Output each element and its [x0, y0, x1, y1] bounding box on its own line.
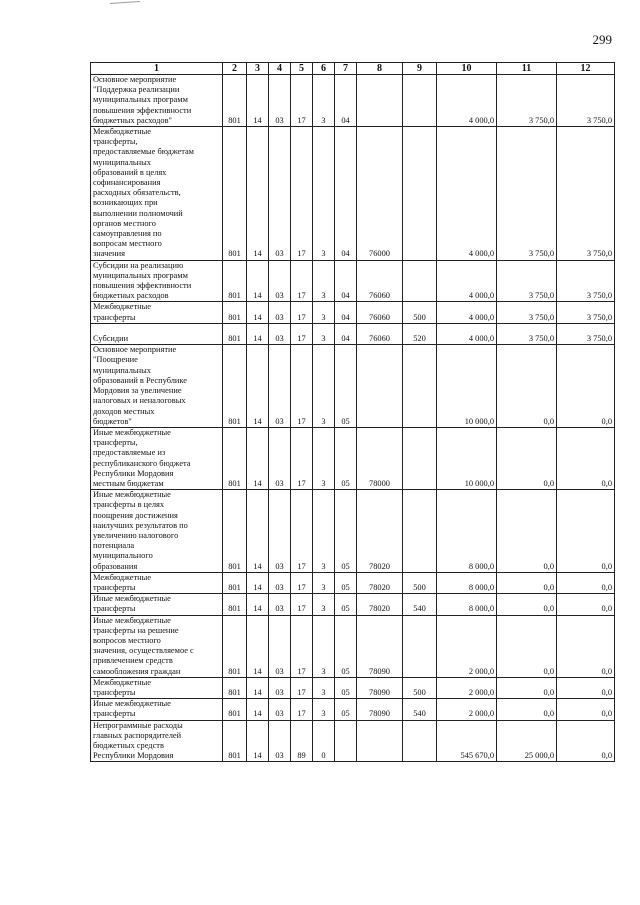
cell-c5: 17: [291, 490, 313, 573]
cell-c9: [403, 260, 437, 302]
cell-c10: 8 000,0: [437, 490, 497, 573]
cell-c5: 17: [291, 594, 313, 615]
cell-c8: 78020: [357, 594, 403, 615]
cell-c8: 76060: [357, 260, 403, 302]
cell-c3: 14: [247, 302, 269, 323]
cell-c4: 03: [269, 720, 291, 762]
cell-c8: 78090: [357, 699, 403, 720]
cell-c11: 0,0: [497, 490, 557, 573]
cell-c5: 17: [291, 427, 313, 489]
cell-c7: 04: [335, 323, 357, 344]
cell-c2: 801: [223, 720, 247, 762]
cell-c12: 0,0: [557, 427, 615, 489]
table-row: [91, 720, 615, 762]
cell-c5: 17: [291, 572, 313, 593]
cell-c7: 04: [335, 260, 357, 302]
cell-c4: 03: [269, 127, 291, 261]
column-header: 11: [497, 63, 557, 75]
cell-c8: [357, 345, 403, 428]
row-description: Иные межбюджетные трансферты в целях поощрения достижения наилучших результатов по увеличению налогового потенциала муниципального образования: [91, 490, 223, 573]
cell-c12: 0,0: [557, 572, 615, 593]
cell-c6: 3: [313, 75, 335, 127]
cell-c12: 0,0: [557, 594, 615, 615]
cell-c3: 14: [247, 323, 269, 344]
column-header: 4: [269, 63, 291, 75]
cell-c3: 14: [247, 615, 269, 677]
cell-c10: 10 000,0: [437, 427, 497, 489]
cell-c2: 801: [223, 594, 247, 615]
cell-c9: 540: [403, 594, 437, 615]
cell-c9: 500: [403, 677, 437, 698]
column-header: 8: [357, 63, 403, 75]
cell-c11: 3 750,0: [497, 302, 557, 323]
table-row: [91, 572, 615, 593]
cell-c4: 03: [269, 302, 291, 323]
cell-c2: 801: [223, 677, 247, 698]
table-row: [91, 75, 615, 127]
table-row: [91, 345, 615, 428]
table-row: [91, 677, 615, 698]
cell-c3: 14: [247, 594, 269, 615]
cell-c2: 801: [223, 615, 247, 677]
cell-c5: 17: [291, 302, 313, 323]
cell-c2: 801: [223, 345, 247, 428]
cell-c11: 3 750,0: [497, 127, 557, 261]
cell-c6: 3: [313, 302, 335, 323]
cell-c3: 14: [247, 260, 269, 302]
cell-c2: 801: [223, 302, 247, 323]
cell-c9: 540: [403, 699, 437, 720]
cell-c3: 14: [247, 75, 269, 127]
cell-c4: 03: [269, 323, 291, 344]
cell-c12: 3 750,0: [557, 323, 615, 344]
row-description: Иные межбюджетные трансферты на решение вопросов местного значения, осуществляемое с привлечением средств самообложения граждан: [91, 615, 223, 677]
cell-c12: 0,0: [557, 677, 615, 698]
column-header: 12: [557, 63, 615, 75]
cell-c8: 78090: [357, 677, 403, 698]
cell-c2: 801: [223, 127, 247, 261]
cell-c7: 05: [335, 345, 357, 428]
cell-c2: 801: [223, 75, 247, 127]
column-header: 6: [313, 63, 335, 75]
cell-c9: [403, 427, 437, 489]
cell-c11: 0,0: [497, 615, 557, 677]
table-row: [91, 615, 615, 677]
cell-c5: 17: [291, 260, 313, 302]
row-description: Межбюджетные трансферты: [91, 572, 223, 593]
cell-c5: 17: [291, 75, 313, 127]
cell-c4: 03: [269, 594, 291, 615]
cell-c9: 520: [403, 323, 437, 344]
cell-c2: 801: [223, 260, 247, 302]
table-row: [91, 699, 615, 720]
cell-c4: 03: [269, 427, 291, 489]
cell-c12: 3 750,0: [557, 302, 615, 323]
table-row: [91, 260, 615, 302]
budget-table: [90, 62, 615, 762]
cell-c8: 76000: [357, 127, 403, 261]
cell-c7: 05: [335, 615, 357, 677]
cell-c3: 14: [247, 572, 269, 593]
cell-c10: 2 000,0: [437, 699, 497, 720]
cell-c12: 0,0: [557, 615, 615, 677]
cell-c6: 0: [313, 720, 335, 762]
cell-c4: 03: [269, 572, 291, 593]
cell-c7: 05: [335, 699, 357, 720]
cell-c10: 2 000,0: [437, 677, 497, 698]
cell-c5: 17: [291, 345, 313, 428]
cell-c7: 05: [335, 677, 357, 698]
cell-c9: [403, 720, 437, 762]
row-description: Основное мероприятие "Поддержка реализации муниципальных программ повышения эффективности бюджетных расходов": [91, 75, 223, 127]
cell-c10: 8 000,0: [437, 594, 497, 615]
cell-c5: 17: [291, 699, 313, 720]
cell-c8: 76060: [357, 323, 403, 344]
table-row: [91, 127, 615, 261]
cell-c8: 78020: [357, 490, 403, 573]
cell-c6: 3: [313, 427, 335, 489]
cell-c4: 03: [269, 345, 291, 428]
cell-c12: 3 750,0: [557, 127, 615, 261]
row-description: Субсидии на реализацию муниципальных программ повышения эффективности бюджетных расходов: [91, 260, 223, 302]
cell-c7: [335, 720, 357, 762]
cell-c9: [403, 490, 437, 573]
cell-c11: 3 750,0: [497, 260, 557, 302]
cell-c4: 03: [269, 677, 291, 698]
cell-c2: 801: [223, 427, 247, 489]
cell-c6: 3: [313, 699, 335, 720]
cell-c9: [403, 345, 437, 428]
cell-c5: 17: [291, 127, 313, 261]
cell-c10: 10 000,0: [437, 345, 497, 428]
cell-c6: 3: [313, 572, 335, 593]
cell-c11: 3 750,0: [497, 75, 557, 127]
cell-c4: 03: [269, 699, 291, 720]
cell-c11: 0,0: [497, 699, 557, 720]
cell-c9: [403, 127, 437, 261]
table-header-row: [91, 63, 615, 75]
cell-c6: 3: [313, 345, 335, 428]
cell-c10: 8 000,0: [437, 572, 497, 593]
cell-c7: 04: [335, 75, 357, 127]
column-header: 7: [335, 63, 357, 75]
cell-c8: [357, 75, 403, 127]
row-description: Субсидии: [91, 323, 223, 344]
cell-c10: 4 000,0: [437, 75, 497, 127]
cell-c8: [357, 720, 403, 762]
cell-c2: 801: [223, 323, 247, 344]
column-header: 10: [437, 63, 497, 75]
cell-c6: 3: [313, 615, 335, 677]
cell-c8: 78090: [357, 615, 403, 677]
column-header: 1: [91, 63, 223, 75]
cell-c6: 3: [313, 260, 335, 302]
table-row: [91, 323, 615, 344]
cell-c3: 14: [247, 427, 269, 489]
cell-c4: 03: [269, 260, 291, 302]
cell-c5: 17: [291, 615, 313, 677]
cell-c11: 0,0: [497, 427, 557, 489]
cell-c7: 04: [335, 127, 357, 261]
table-row: [91, 490, 615, 573]
cell-c6: 3: [313, 490, 335, 573]
cell-c3: 14: [247, 345, 269, 428]
row-description: Межбюджетные трансферты: [91, 302, 223, 323]
cell-c12: 0,0: [557, 720, 615, 762]
row-description: Иные межбюджетные трансферты: [91, 699, 223, 720]
cell-c4: 03: [269, 490, 291, 573]
cell-c6: 3: [313, 323, 335, 344]
cell-c5: 89: [291, 720, 313, 762]
cell-c11: 0,0: [497, 345, 557, 428]
scan-mark: [110, 1, 140, 6]
cell-c12: 0,0: [557, 699, 615, 720]
cell-c2: 801: [223, 572, 247, 593]
cell-c10: 4 000,0: [437, 302, 497, 323]
cell-c7: 04: [335, 302, 357, 323]
row-description: Основное мероприятие "Поощрение муниципальных образований в Республике Мордовия за увеличение налоговых и неналоговых доходов местных бюджетов": [91, 345, 223, 428]
table-row: [91, 427, 615, 489]
cell-c12: 3 750,0: [557, 260, 615, 302]
cell-c11: 0,0: [497, 594, 557, 615]
cell-c7: 05: [335, 490, 357, 573]
row-description: Иные межбюджетные трансферты, предоставляемые из республиканского бюджета Республики Мордовия местным бюджетам: [91, 427, 223, 489]
cell-c6: 3: [313, 677, 335, 698]
row-description: Иные межбюджетные трансферты: [91, 594, 223, 615]
cell-c10: 2 000,0: [437, 615, 497, 677]
cell-c8: 76060: [357, 302, 403, 323]
cell-c7: 05: [335, 572, 357, 593]
cell-c12: 3 750,0: [557, 75, 615, 127]
cell-c3: 14: [247, 490, 269, 573]
cell-c2: 801: [223, 699, 247, 720]
cell-c2: 801: [223, 490, 247, 573]
column-header: 3: [247, 63, 269, 75]
cell-c8: 78020: [357, 572, 403, 593]
cell-c7: 05: [335, 594, 357, 615]
cell-c3: 14: [247, 699, 269, 720]
cell-c12: 0,0: [557, 490, 615, 573]
cell-c11: 3 750,0: [497, 323, 557, 344]
cell-c6: 3: [313, 127, 335, 261]
cell-c4: 03: [269, 75, 291, 127]
cell-c3: 14: [247, 720, 269, 762]
table-row: [91, 594, 615, 615]
cell-c10: 4 000,0: [437, 260, 497, 302]
row-description: Межбюджетные трансферты, предоставляемые бюджетам муниципальных образований в целях софинансирования расходных обязательств, возникающих при выполнении полномочий органов местного самоуправления по вопросам местного значения: [91, 127, 223, 261]
cell-c9: [403, 75, 437, 127]
cell-c9: [403, 615, 437, 677]
cell-c11: 0,0: [497, 572, 557, 593]
cell-c4: 03: [269, 615, 291, 677]
cell-c6: 3: [313, 594, 335, 615]
cell-c11: 25 000,0: [497, 720, 557, 762]
column-header: 5: [291, 63, 313, 75]
cell-c5: 17: [291, 323, 313, 344]
cell-c10: 4 000,0: [437, 127, 497, 261]
cell-c10: 545 670,0: [437, 720, 497, 762]
cell-c3: 14: [247, 127, 269, 261]
column-header: 9: [403, 63, 437, 75]
cell-c8: 78000: [357, 427, 403, 489]
cell-c11: 0,0: [497, 677, 557, 698]
cell-c9: 500: [403, 572, 437, 593]
cell-c9: 500: [403, 302, 437, 323]
cell-c10: 4 000,0: [437, 323, 497, 344]
row-description: Непрограммные расходы главных распорядителей бюджетных средств Республики Мордовия: [91, 720, 223, 762]
table-row: [91, 302, 615, 323]
row-description: Межбюджетные трансферты: [91, 677, 223, 698]
cell-c5: 17: [291, 677, 313, 698]
cell-c3: 14: [247, 677, 269, 698]
cell-c12: 0,0: [557, 345, 615, 428]
column-header: 2: [223, 63, 247, 75]
page-number: 299: [592, 32, 612, 47]
cell-c7: 05: [335, 427, 357, 489]
